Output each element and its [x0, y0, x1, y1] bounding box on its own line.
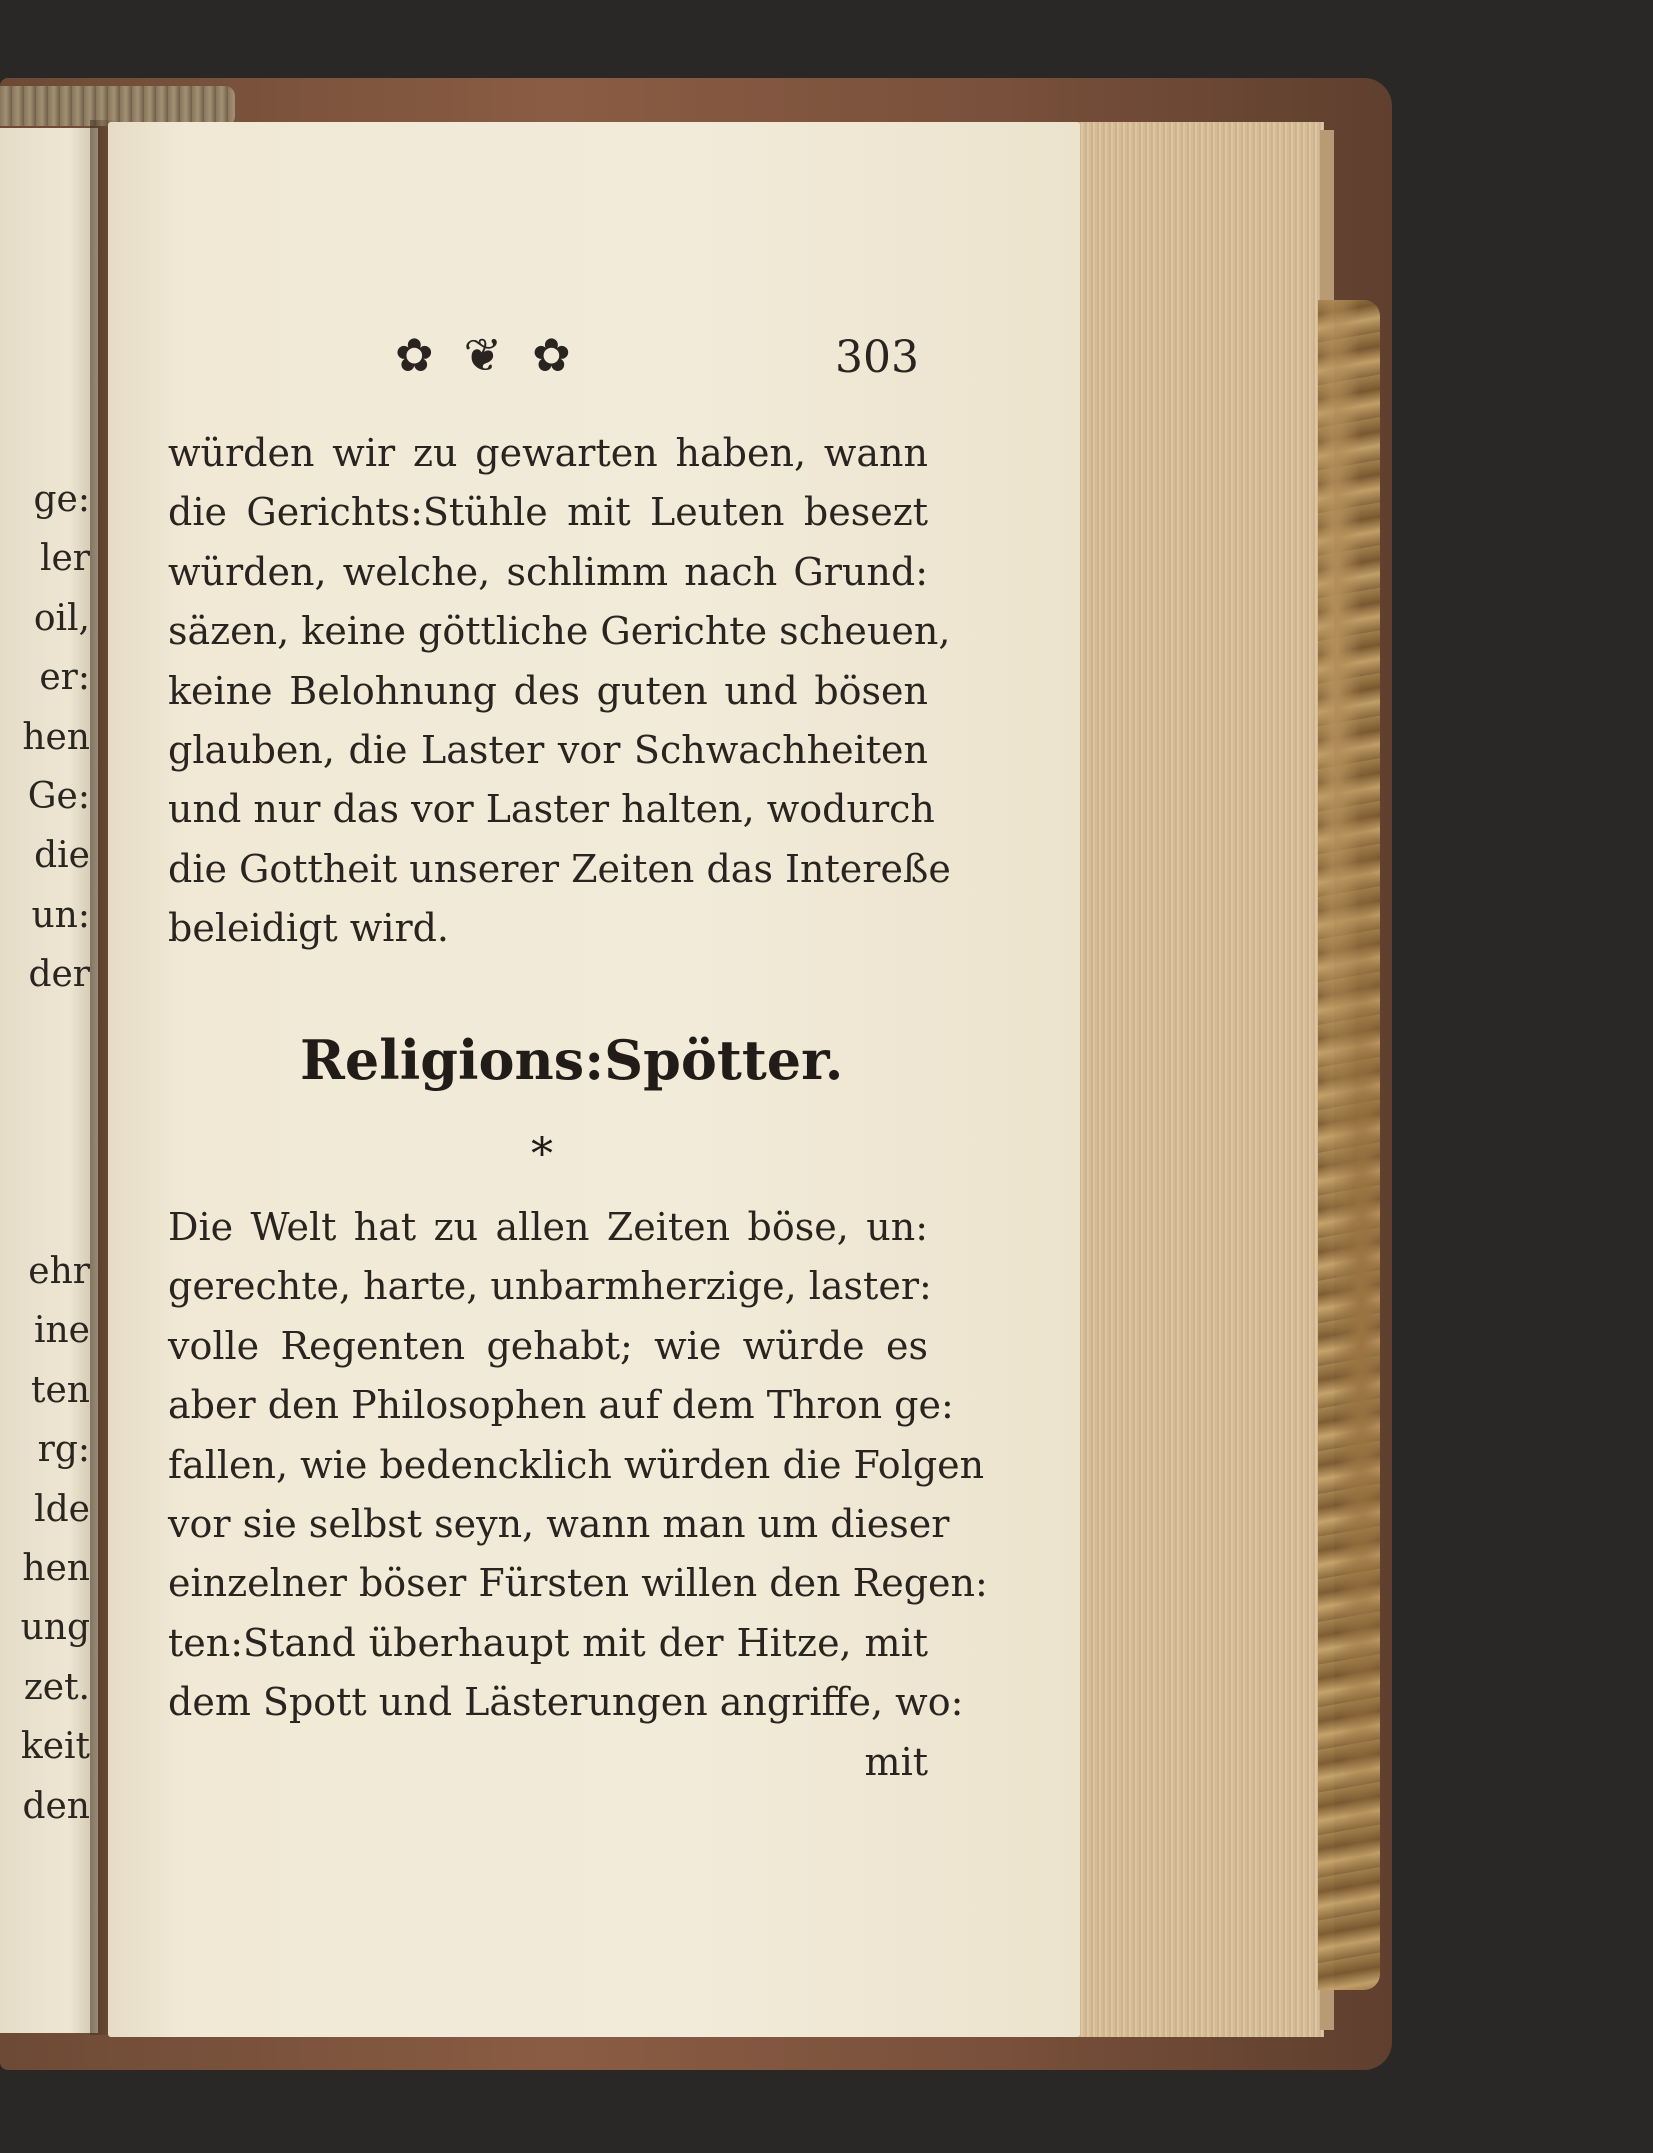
text-line: volle Regenten gehabt; wie würde es: [168, 1323, 928, 1368]
text-line: beleidigt wird.: [168, 906, 450, 951]
page-block-edge: [1078, 122, 1324, 2037]
left-page-text-fragments: [0, 470, 90, 1836]
text-line: keine Belohnung des guten und bösen: [168, 668, 928, 713]
text-line: würden, welche, schlimm nach Grund:: [168, 549, 928, 594]
left-page-fragment: hen: [22, 716, 90, 758]
left-page-fragment: hen: [22, 1548, 90, 1590]
ornament-center-icon: ❦: [463, 328, 509, 382]
left-page-fragment: oil,: [33, 597, 90, 639]
left-page-fragment: ung: [20, 1607, 90, 1649]
text-line: aber den Philosophen auf dem Thron ge:: [168, 1383, 954, 1428]
left-page-fragment: Ge:: [27, 775, 90, 817]
section-asterisk: *: [531, 1129, 553, 1180]
text-line: gerechte, harte, unbarmherzige, laster:: [168, 1264, 932, 1309]
left-page-fragment: [0, 1183, 90, 1242]
left-page-fragment: [0, 1005, 90, 1064]
left-page-fragment: zet.: [23, 1666, 90, 1708]
left-page-fragment: rg:: [37, 1429, 90, 1471]
text-line: die Gottheit unserer Zeiten das Intereße: [168, 846, 951, 891]
text-line: und nur das vor Laster halten, wodurch: [168, 787, 935, 832]
catchword: mit: [864, 1739, 928, 1784]
text-line: ten:Stand überhaupt mit der Hitze, mit: [168, 1620, 928, 1665]
paragraph-2: [168, 1198, 988, 1792]
section-heading: Religions:Spötter.: [300, 1028, 844, 1092]
left-page-fragment: ler: [39, 538, 90, 580]
left-page-fragment: lde: [34, 1488, 90, 1530]
text-line: einzelner böser Fürsten willen den Regen:: [168, 1561, 988, 1606]
header-ornament: [395, 325, 601, 385]
left-page-fragment: ehr: [28, 1251, 90, 1293]
ornament-left-icon: ✿: [395, 328, 440, 382]
paragraph-1: [168, 424, 951, 959]
text-line: vor sie selbst seyn, wann man um dieser: [168, 1501, 950, 1546]
text-line: säzen, keine göttliche Gerichte scheuen,: [168, 609, 951, 654]
left-page-fragment: keit: [20, 1726, 90, 1768]
ornament-right-icon: ✿: [532, 328, 577, 382]
text-line: die Gerichts:Stühle mit Leuten besezt: [168, 490, 928, 535]
left-page-fragment: der: [28, 954, 90, 996]
text-line: Die Welt hat zu allen Zeiten böse, un:: [168, 1205, 928, 1249]
page-number: 303: [835, 332, 919, 383]
left-page-fragment: [0, 1123, 90, 1182]
text-line: dem Spott und Lästerungen angriffe, wo:: [168, 1680, 964, 1725]
left-page-fragment: ine: [33, 1310, 90, 1352]
text-line: würden wir zu gewarten haben, wann: [168, 431, 928, 475]
left-page-fragment: ten: [31, 1369, 90, 1411]
left-page-fragment: ge:: [33, 479, 90, 520]
text-line: glauben, die Laster vor Schwachheiten: [168, 727, 928, 772]
left-page-fragment: die: [34, 835, 90, 877]
left-page-fragment: den: [22, 1785, 90, 1827]
text-line: fallen, wie bedencklich würden die Folgen: [168, 1442, 985, 1487]
marbled-cover-edge: [1318, 300, 1380, 1990]
headband: [0, 86, 235, 126]
left-page-fragment: [0, 1064, 90, 1123]
left-page-fragment: un:: [31, 894, 90, 936]
left-page-fragment: er:: [39, 657, 90, 699]
